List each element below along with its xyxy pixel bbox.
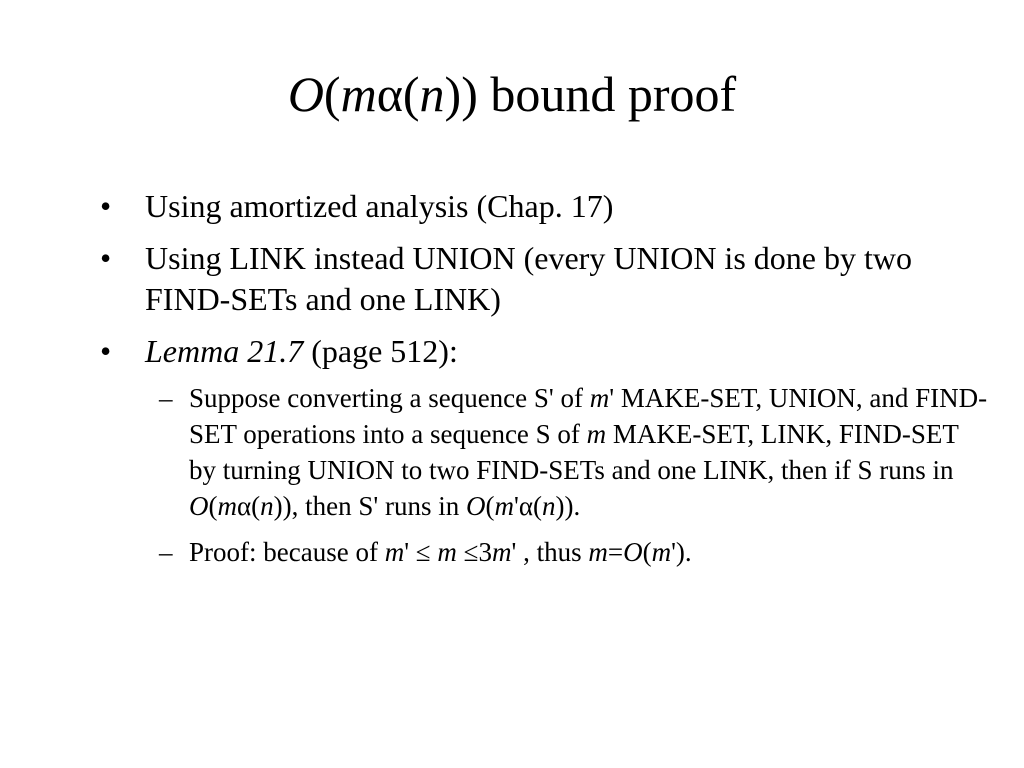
var-m: m xyxy=(651,537,672,567)
bullet-text: Using amortized analysis (Chap. 17) xyxy=(145,188,614,224)
bullet-list xyxy=(100,186,990,570)
title-m: m xyxy=(340,66,377,122)
sub-text: Proof: because of xyxy=(189,537,385,567)
sub-bullet-item xyxy=(145,380,990,524)
var-m: m xyxy=(589,383,610,413)
title-alpha: α xyxy=(376,66,403,122)
bullet-marker: • xyxy=(100,188,112,224)
sub-text: ≤3 xyxy=(456,537,492,567)
bullet-item xyxy=(100,331,990,570)
sub-text: ' MAKE-SET, UNION, and FIND-SET operations into a sequence S of xyxy=(189,383,988,449)
sub-text: ( xyxy=(485,491,495,521)
bullet-text: (page 512): xyxy=(303,333,458,369)
var-big-o: O xyxy=(466,491,486,521)
sub-bullet-list xyxy=(145,380,990,570)
sub-text: α( xyxy=(237,491,261,521)
var-big-o: O xyxy=(189,491,209,521)
slide-title xyxy=(0,64,1024,124)
sub-text: ' , thus xyxy=(511,537,589,567)
title-paren-open: ( xyxy=(323,66,341,122)
var-m: m xyxy=(437,537,457,567)
sub-bullet-marker: – xyxy=(159,537,173,567)
title-big-o: O xyxy=(287,66,324,122)
var-m: m xyxy=(384,537,405,567)
sub-text: )), then S' runs in xyxy=(273,491,466,521)
var-m: m xyxy=(491,537,512,567)
var-m: m xyxy=(217,491,237,521)
bullet-item xyxy=(100,186,990,227)
bullet-item xyxy=(100,238,990,320)
sub-bullet-marker: – xyxy=(159,383,173,413)
sub-text: ( xyxy=(642,537,652,567)
sub-text: MAKE-SET, LINK, FIND-SET by turning UNION to two FIND-SETs and one LINK, then if S runs in xyxy=(189,419,959,485)
var-n: n xyxy=(260,491,274,521)
sub-text: Suppose converting a sequence S' of xyxy=(189,383,590,413)
bullet-marker: • xyxy=(100,240,112,276)
title-rest: bound proof xyxy=(477,66,737,122)
sub-text: '). xyxy=(671,537,692,567)
title-paren-open-2: ( xyxy=(402,66,420,122)
var-m: m xyxy=(588,537,608,567)
bullet-text: Using LINK instead UNION (every UNION is done by two FIND-SETs and one LINK) xyxy=(145,240,912,317)
title-paren-close: )) xyxy=(444,66,478,122)
sub-text: = xyxy=(607,537,624,567)
var-m: m xyxy=(494,491,514,521)
sub-text: )). xyxy=(555,491,581,521)
sub-text: ' ≤ xyxy=(404,537,438,567)
title-n: n xyxy=(419,66,445,122)
var-n: n xyxy=(542,491,556,521)
sub-text: 'α( xyxy=(514,491,543,521)
lemma-label: Lemma 21.7 xyxy=(145,333,304,369)
sub-text: ( xyxy=(208,491,218,521)
slide-body xyxy=(100,186,990,581)
bullet-marker: • xyxy=(100,333,112,369)
var-big-o: O xyxy=(623,537,643,567)
sub-bullet-item xyxy=(145,534,990,570)
var-m: m xyxy=(586,419,607,449)
